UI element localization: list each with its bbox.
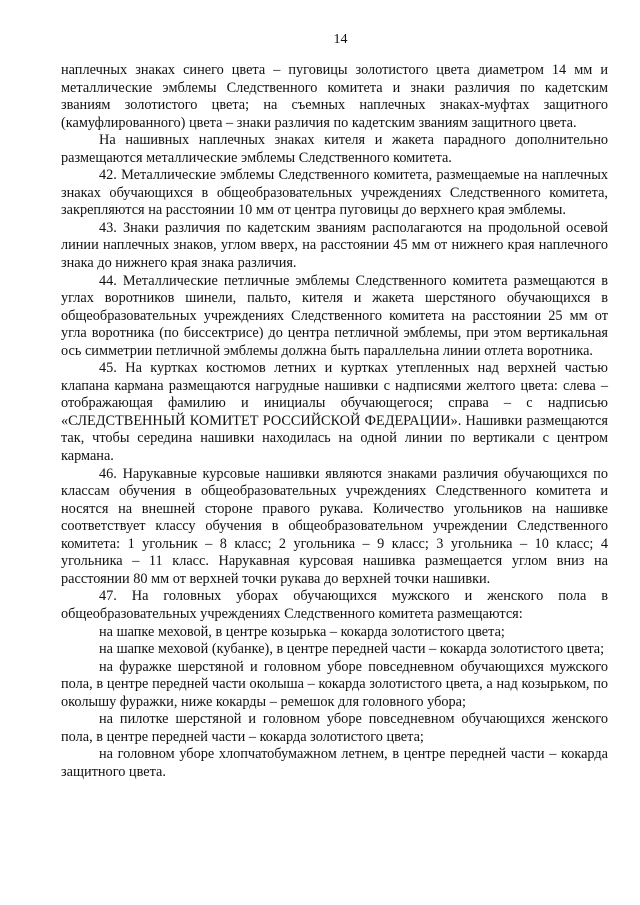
document-body xyxy=(61,62,608,781)
page-number: 14 xyxy=(333,32,348,47)
list-item-kubanka: на шапке меховой (кубанке), в центре передней части – кокарда золотистого цвета; xyxy=(99,641,605,658)
paragraph-item-45: 45. На куртках костюмов летних и куртках утепленных над верхней частью клапана кармана размещаются нагрудные нашивки с надписями желтого цвета: слева – отображающая фамилию и инициалы обучающегося; справа – с надписью «СЛЕДСТВЕННЫЙ КОМИТЕТ РОССИЙСКОЙ ФЕДЕРАЦИИ». Нашивки размещаются так, чтобы середина нашивки находилась на одной линии по вертикали с центром кармана. xyxy=(61,360,608,465)
paragraph-item-47: 47. На головных уборах обучающихся мужского и женского пола в общеобразовательных учреждениях Следственного комитета размещаются: xyxy=(61,588,608,622)
paragraph-item-46: 46. Нарукавные курсовые нашивки являются знаками различия обучающихся по классам обучения в общеобразовательных учреждениях Следственного комитета и носятся на внешней стороне правого рукава. Количество угольников на нашивке соответствует классу обучения в общеобразовательном учреждении Следственного комитета: 1 угольник – 8 класс; 2 угольника – 9 класс; 3 угольника – 10 класс; 4 угольника – 11 класс. Нарукавная курсовая нашивка размещается углом вниз на расстоянии 80 мм от верхней точки рукава до верхней точки нашивки. xyxy=(61,465,608,587)
paragraph-item-42: 42. Металлические эмблемы Следственного комитета, размещаемые на наплечных знаках обучающихся в общеобразовательных учреждениях Следственного комитета, закрепляются на расстоянии 10 мм от центра пуговицы до верхнего края эмблемы. xyxy=(61,167,608,219)
paragraph-parade-shoulder-boards: На нашивных наплечных знаках кителя и жакета парадного дополнительно размещаются металлические эмблемы Следственного комитета. xyxy=(61,132,608,166)
paragraph-item-44: 44. Металлические петличные эмблемы Следственного комитета размещаются в углах воротников шинели, пальто, кителя и жакета шерстяного обучающихся в общеобразовательных учреждениях Следственного комитета на расстоянии 25 мм от угла воротника (по биссектрисе) до центра петличной эмблемы, при этом вертикальная ось симметрии петличной эмблемы должна быть параллельна линии отлета воротника. xyxy=(61,272,608,359)
list-item-peaked-cap: на фуражке шерстяной и головном уборе повседневном обучающихся мужского пола, в центре передней части околыша – кокарда золотистого цвета, а над козырьком, по околышу фуражки, ниже кокарды – ремешок для головного убора; xyxy=(61,658,608,710)
paragraph-item-43: 43. Знаки различия по кадетским званиям располагаются на продольной осевой линии наплечных знаков, углом вверх, на расстоянии 45 мм от нижнего края наплечного знака до нижнего края знака различия. xyxy=(61,219,608,272)
list-item-fur-hat: на шапке меховой, в центре козырька – кокарда золотистого цвета; xyxy=(99,623,505,640)
list-item-summer-cap: на головном уборе хлопчатобумажном летнем, в центре передней части – кокарда защитного цвета. xyxy=(61,746,608,780)
paragraph-continuation: наплечных знаках синего цвета – пуговицы золотистого цвета диаметром 14 мм и металлические эмблемы Следственного комитета и знаки различия по кадетским званиям золотистого цвета; на съемных наплечных знаках-муфтах защитного (камуфлированного) цвета – знаки различия по кадетским званиям защитного цвета. xyxy=(61,62,608,131)
list-item-garrison-cap: на пилотке шерстяной и головном уборе повседневном обучающихся женского пола, в центре передней части – кокарда золотистого цвета; xyxy=(61,711,608,745)
